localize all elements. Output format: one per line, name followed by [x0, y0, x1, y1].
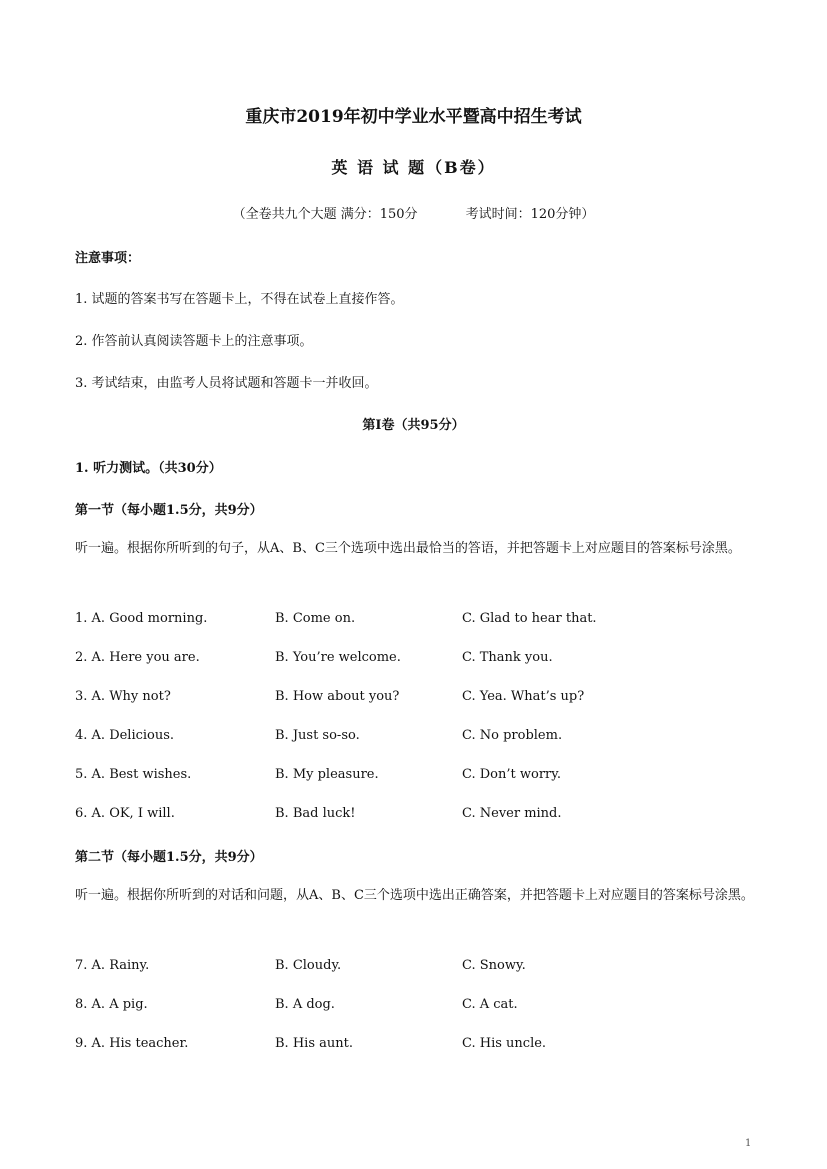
- exam-subtitle: 英 语 试 题（B卷）: [331, 158, 496, 177]
- option-a: 9. A. His teacher.: [75, 1036, 189, 1051]
- notice-item: 1. 试题的答案书写在答题卡上，不得在试卷上直接作答。: [75, 292, 404, 307]
- section2-heading: 第二节（每小题1.5分，共9分）: [75, 850, 263, 865]
- option-b: B. Cloudy.: [275, 958, 342, 973]
- section1-instruction: 听一遍。根据你所听到的句子，从A、B、C三个选项中选出最恰当的答语，并把答题卡上对应题目的答案标号涂黑。: [75, 541, 741, 556]
- option-a: 7. A. Rainy.: [75, 958, 150, 973]
- option-b: B. A dog.: [275, 997, 335, 1012]
- option-c: C. Yea. What’s up?: [462, 689, 585, 704]
- part-title: 第Ⅰ卷（共95分）: [362, 418, 465, 433]
- option-b: B. Bad luck!: [275, 806, 356, 821]
- section1-heading: 第一节（每小题1.5分，共9分）: [75, 503, 263, 518]
- page-number: 1: [745, 1138, 752, 1149]
- exam-meta-score: （全卷共九个大题 满分：150分: [232, 207, 418, 222]
- option-b: B. His aunt.: [275, 1036, 353, 1051]
- option-c: C. Thank you.: [462, 650, 553, 665]
- option-a: 5. A. Best wishes.: [75, 767, 192, 782]
- option-a: 3. A. Why not?: [75, 689, 171, 704]
- option-a: 2. A. Here you are.: [75, 650, 200, 665]
- option-a: 1. A. Good morning.: [75, 611, 208, 626]
- exam-meta: [0, 203, 827, 222]
- option-b: B. Come on.: [275, 611, 356, 626]
- option-c: C. Don’t worry.: [462, 767, 561, 782]
- option-c: C. Glad to hear that.: [462, 611, 597, 626]
- option-c: C. Never mind.: [462, 806, 562, 821]
- option-c: C. His uncle.: [462, 1036, 547, 1051]
- exam-meta-time: 考试时间：120分钟）: [465, 207, 595, 222]
- exam-title: 重庆市2019年初中学业水平暨高中招生考试: [245, 107, 582, 127]
- notice-item: 2. 作答前认真阅读答题卡上的注意事项。: [75, 334, 313, 349]
- option-b: B. My pleasure.: [275, 767, 379, 782]
- option-c: C. Snowy.: [462, 958, 526, 973]
- option-b: B. Just so-so.: [275, 728, 360, 743]
- listening-heading: 1. 听力测试。（共30分）: [75, 461, 222, 476]
- option-b: B. How about you?: [275, 689, 400, 704]
- section2-instruction: 听一遍。根据你所听到的对话和问题，从A、B、C三个选项中选出正确答案，并把答题卡上对应题目的答案标号涂黑。: [75, 888, 754, 903]
- option-a: 8. A. A pig.: [75, 997, 148, 1012]
- option-c: C. A cat.: [462, 997, 518, 1012]
- option-b: B. You’re welcome.: [275, 650, 401, 665]
- notice-heading: 注意事项：: [75, 251, 141, 266]
- option-c: C. No problem.: [462, 728, 563, 743]
- notice-item: 3. 考试结束，由监考人员将试题和答题卡一并收回。: [75, 376, 378, 391]
- option-a: 6. A. OK, I will.: [75, 806, 175, 821]
- option-a: 4. A. Delicious.: [75, 728, 175, 743]
